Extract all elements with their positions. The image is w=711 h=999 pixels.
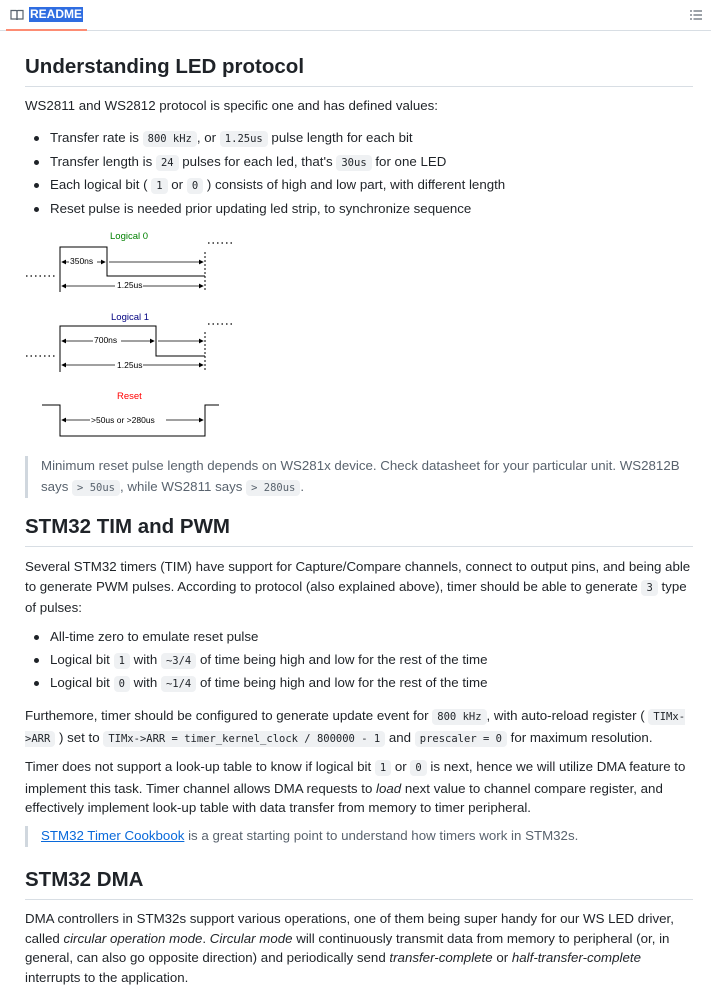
logical1-high-time: 700ns [94, 335, 118, 345]
heading-understanding-led-protocol: Understanding LED protocol [25, 54, 693, 87]
list-item: Reset pulse is needed prior updating led strip, to synchronize sequence [25, 198, 685, 221]
list-item: Each logical bit ( 1 or 0 ) consists of high and low part, with different length [25, 174, 685, 198]
list-item: All-time zero to emulate reset pulse [25, 626, 685, 649]
timer-config-paragraph: Furthemore, timer should be configured to generate update event for 800 kHz , with auto-reload register ( TIMx->ARR ) set to TIMx->ARR = timer_kernel_clock / 800000 - 1 and prescaler = 0 for maximum resolution. [25, 708, 686, 745]
reset-label: Reset [117, 391, 142, 402]
logical1-period: 1.25us [117, 360, 143, 370]
pulse-types-list [25, 626, 685, 696]
led-protocol-intro: WS2811 and WS2812 protocol is specific one and has defined values: [25, 98, 438, 113]
logical0-label: Logical 0 [110, 231, 149, 242]
logical0-period: 1.25us [117, 280, 143, 290]
led-timing-diagram [25, 222, 265, 444]
list-item: Transfer length is 24 pulses for each led, that's 30us for one LED [25, 151, 685, 175]
heading-stm32-dma: STM32 DMA [25, 867, 693, 900]
dma-paragraph: DMA controllers in STM32s support various operations, one of them being super handy for our WS LED driver, called circular operation mode. Circular mode will continuously transmit data from memory to peripheral (or, in general, can also go opposite direction) and periodically send transfer-complete or half-transfer-complete interrupts to the application. [25, 911, 674, 985]
logical0-high-time: 350ns [70, 256, 94, 266]
reset-duration: >50us or >280us [91, 415, 155, 425]
tab-readme[interactable] [6, 0, 87, 31]
stm32-timer-cookbook-link[interactable]: STM32 Timer Cookbook [41, 828, 185, 843]
reset-pulse-note: Minimum reset pulse length depends on WS281x device. Check datasheet for your particular unit. WS2812B says > 50us , while WS2811 says > 280us . [25, 456, 693, 498]
heading-stm32-tim-and-pwm: STM32 TIM and PWM [25, 514, 693, 547]
list-icon[interactable] [689, 8, 703, 22]
list-item: Transfer rate is 800 kHz , or 1.25us pulse length for each bit [25, 127, 685, 151]
list-item: Logical bit 0 with ~1/4 of time being high and low for the rest of the time [25, 672, 685, 696]
tim-pwm-intro: Several STM32 timers (TIM) have support for Capture/Compare channels, connect to output pins, and being able to generate PWM pulses. According to protocol (also explained above), timer should be able to generate 3 type of pulses: [25, 559, 691, 615]
led-protocol-list [25, 127, 685, 220]
timer-dma-paragraph: Timer does not support a look-up table to know if logical bit 1 or 0 is next, hence we will utilize DMA feature to implement this task. Timer channel allows DMA requests to load next value to channel compare register, and effectively implement look-up table with data transfer from memory to timer peripheral. [25, 759, 686, 815]
list-item: Logical bit 1 with ~3/4 of time being high and low for the rest of the time [25, 649, 685, 673]
book-icon [10, 9, 24, 21]
timer-cookbook-quote: STM32 Timer Cookbook is a great starting point to understand how timers work in STM32s. [25, 826, 693, 847]
logical1-label: Logical 1 [111, 312, 150, 323]
tab-readme-label: README [30, 7, 83, 21]
readme-header [0, 0, 711, 31]
